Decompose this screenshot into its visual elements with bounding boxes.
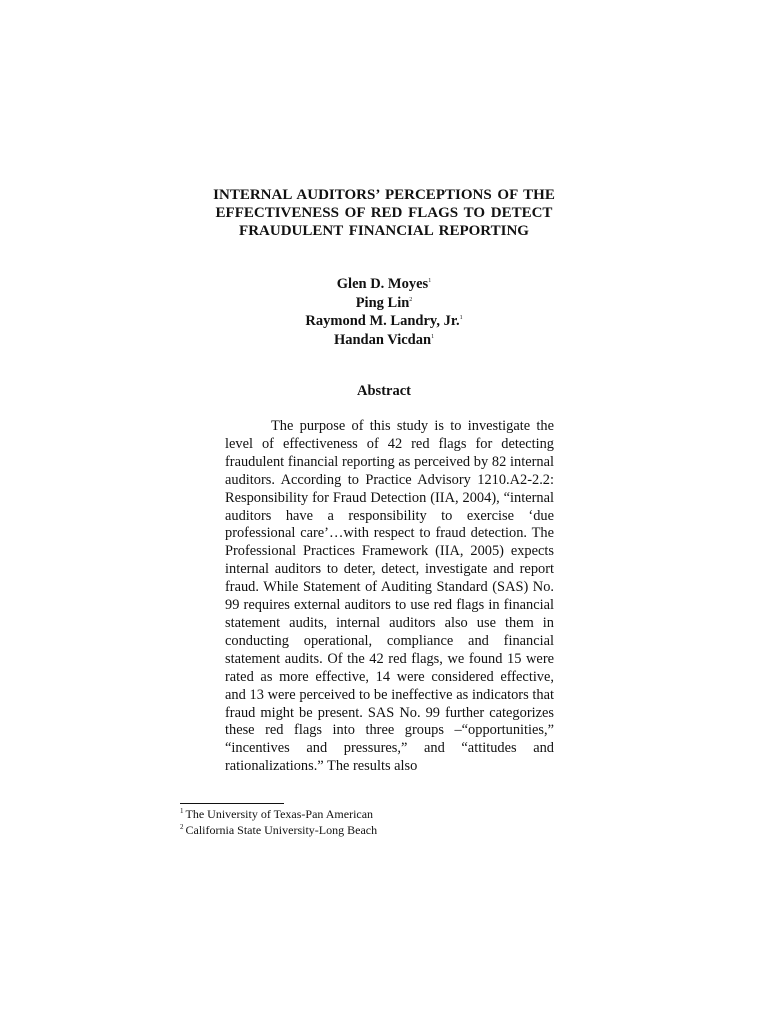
footnote-mark: 2: [180, 823, 184, 831]
title-line: INTERNAL AUDITORS’ PERCEPTIONS OF THE: [213, 187, 555, 203]
footnote-divider: [180, 803, 284, 804]
paper-title: [180, 186, 588, 240]
affiliation-mark: 1: [431, 333, 435, 340]
author: [180, 312, 588, 331]
author-name: Glen D. Moyes: [336, 276, 429, 292]
author: [180, 275, 588, 294]
affiliation-mark: 2: [409, 296, 413, 303]
affiliation-mark: 1: [428, 278, 432, 284]
author-list: [180, 275, 588, 349]
abstract-body: [225, 418, 554, 776]
footnote: [180, 806, 560, 822]
affiliation-mark: 1: [459, 315, 463, 321]
author: [180, 331, 588, 350]
title-line: FRAUDULENT FINANCIAL REPORTING: [239, 223, 529, 239]
author-name: Raymond M. Landry, Jr.: [305, 313, 460, 329]
footnote: [180, 822, 560, 838]
author-name: Handan Vicdan: [333, 331, 432, 348]
footnotes: [180, 806, 560, 838]
title-line: EFFECTIVENESS OF RED FLAGS TO DETECT: [215, 205, 553, 221]
footnote-text: The University of Texas-Pan American: [185, 807, 374, 821]
author-name: Ping Lin: [355, 294, 410, 311]
footnote-mark: 1: [180, 807, 184, 815]
author: [180, 294, 588, 313]
footnote-text: California State University-Long Beach: [185, 823, 378, 837]
abstract-paragraph: The purpose of this study is to investigate the level of effectiveness of 42 red flags for detecting fraudulent financial reporting as perceived by 82 internal auditors. According to Practice Advisory 1210.A2-2.2: Responsibility for Fraud Detection (IIA, 2004), “internal auditors have a responsibility to exercise ‘due professional care’…with respect to fraud detection. The Professional Practices Framework (IIA, 2005) expects internal auditors to deter, detect, investigate and report fraud. While Statement of Auditing Standard (SAS) No. 99 requires external auditors to use red flags in financial statement audits, internal auditors also use them in conducting operational, compliance and financial statement audits. Of the 42 red flags, we found 15 were rated as more effective, 14 were considered effective, and 13 were perceived to be ineffective as indicators that fraud might be present. SAS No. 99 further categorizes these red flags into three groups –“opportunities,” “incentives and pressures,” and “attitudes and rationalizations.” The results also: [225, 418, 554, 775]
abstract-heading: Abstract: [357, 383, 411, 399]
